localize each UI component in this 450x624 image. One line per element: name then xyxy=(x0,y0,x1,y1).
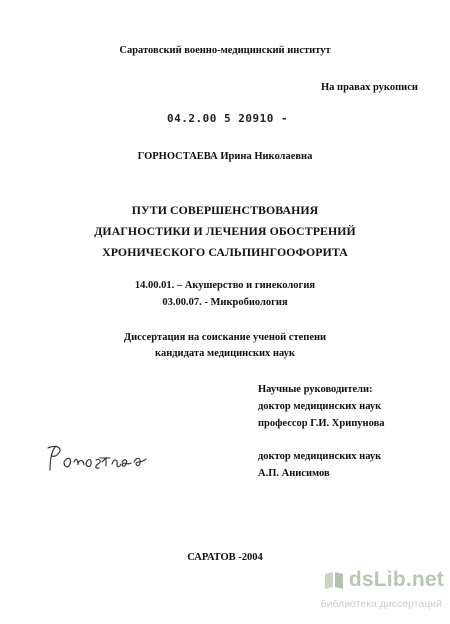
specialty-2: 03.00.07. - Микробиология xyxy=(162,297,288,308)
city-year: САРАТОВ -2004 xyxy=(187,552,263,563)
institution-name: Саратовский военно-медицинский институт xyxy=(119,45,331,56)
supervisor-1-name: профессор Г.И. Хрипунова xyxy=(258,418,385,429)
watermark-subtitle: библиотека диссертаций xyxy=(320,598,442,610)
book-icon xyxy=(323,569,345,591)
supervisor-1-degree: доктор медицинских наук xyxy=(258,401,382,412)
dslib-watermark xyxy=(268,568,448,620)
title-line-3: ХРОНИЧЕСКОГО САЛЬПИНГООФОРИТА xyxy=(102,245,348,259)
degree-line-1: Диссертация на соискание ученой степени xyxy=(123,332,327,343)
supervisor-2-degree: доктор медицинских наук xyxy=(258,451,382,462)
author-name: ГОРНОСТАЕВА Ирина Николаевна xyxy=(137,151,313,162)
title-line-2: ДИАГНОСТИКИ И ЛЕЧЕНИЯ ОБОСТРЕНИЙ xyxy=(94,224,356,238)
title-line-1: ПУТИ СОВЕРШЕНСТВОВАНИЯ xyxy=(131,203,319,217)
watermark-logo xyxy=(323,568,444,592)
supervisor-2-name: А.П. Анисимов xyxy=(258,468,330,479)
watermark-logo-text: dsLib.net xyxy=(348,568,444,591)
supervisors-heading: Научные руководители: xyxy=(258,384,373,395)
degree-line-2: кандидата медицинских наук xyxy=(155,348,295,359)
handwritten-signature xyxy=(44,440,156,478)
specialty-1: 14.00.01. – Акушерство и гинекология xyxy=(134,280,316,291)
manuscript-note: На правах рукописи xyxy=(321,82,418,93)
registration-stamp: 04.2.00 5 20910 - xyxy=(167,112,289,125)
